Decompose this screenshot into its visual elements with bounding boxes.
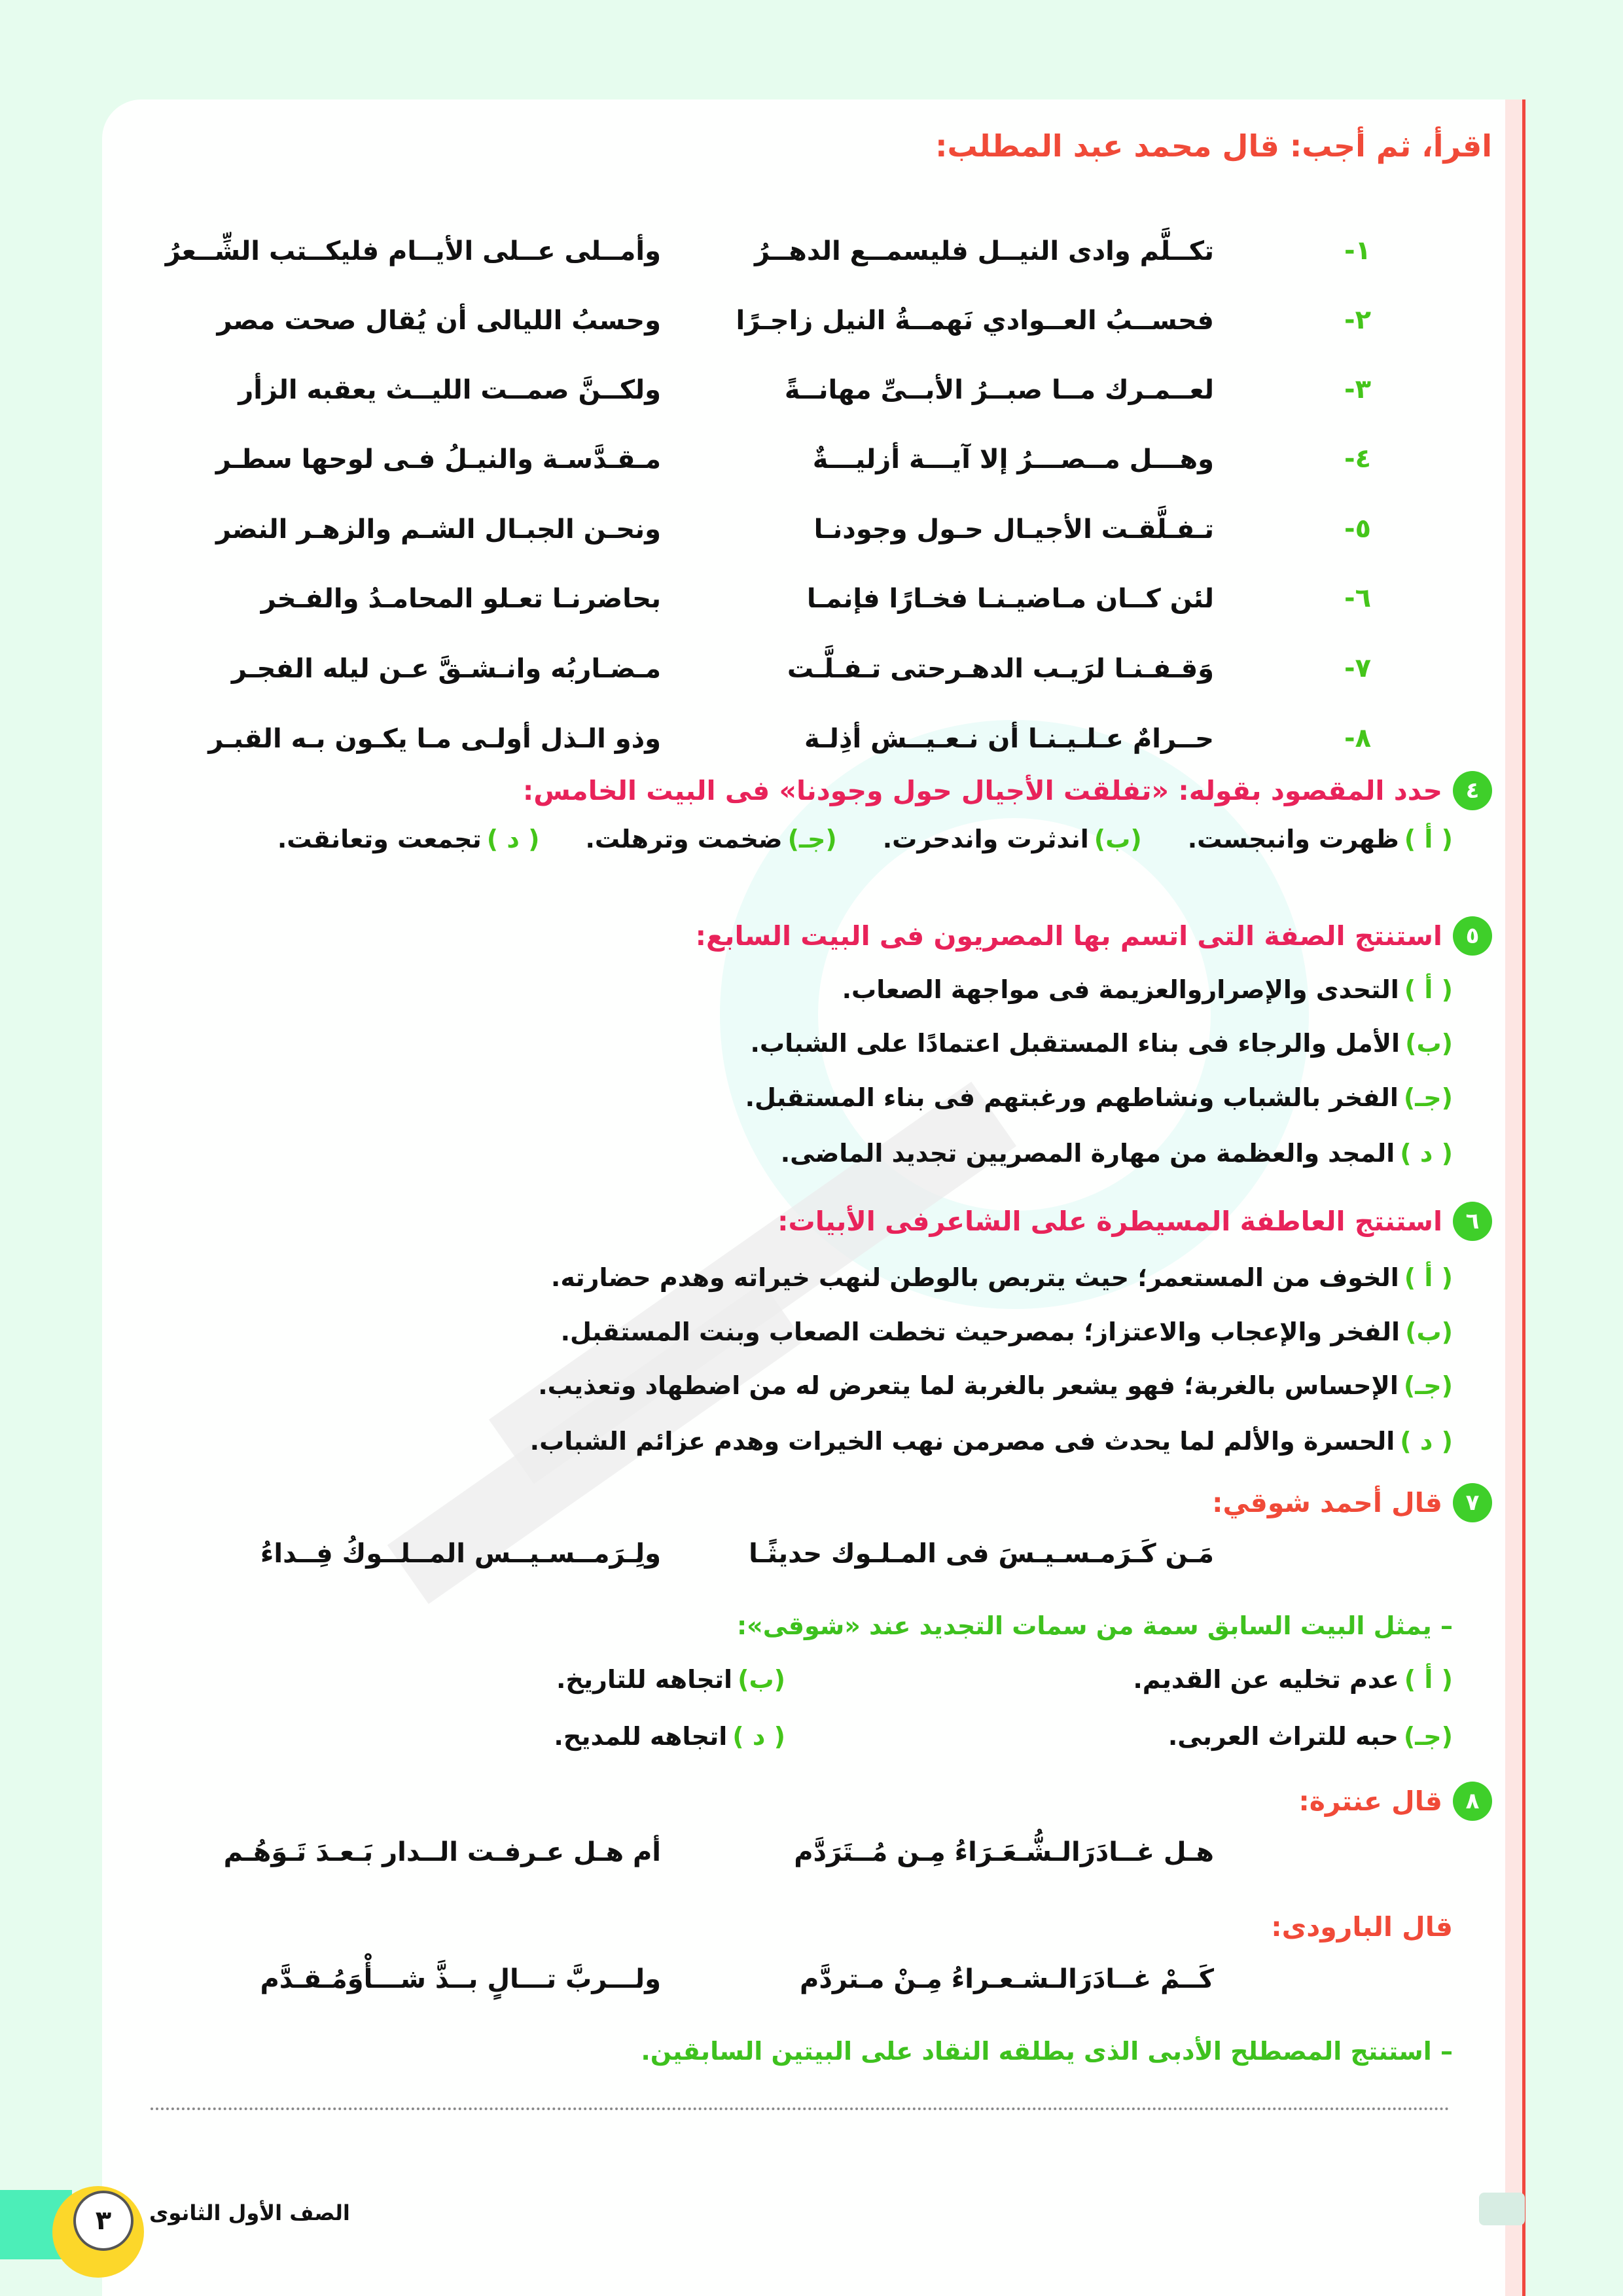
option-letter: (جـ) — [787, 825, 837, 853]
question-7 — [1212, 1483, 1492, 1522]
margin-line — [1522, 99, 1525, 2296]
verse-hemistich-2: وذو الـذل أولـى مـا يكـون بـه القبـر — [208, 724, 661, 754]
option-letter: ( د ) — [1400, 1139, 1453, 1168]
option-d[interactable] — [530, 1426, 1453, 1457]
verse-number: ٥- — [1344, 514, 1371, 544]
verse-hemistich-2: ولـــربَّ تـــالٍ بــذَّ شـــأْوَمُـقـدَّم — [260, 1964, 661, 1994]
option-text: تجمعت وتعانقت. — [277, 825, 482, 853]
verse-hemistich-2: ولكــنَّ صمــت الليــث يعقبه الزأر — [238, 375, 661, 405]
option-letter: (ب) — [1405, 1318, 1453, 1346]
verse-hemistich-1: حــرامٌ عـلـيـنـا أن نـعـيــش أذِلـة — [804, 724, 1214, 754]
option-letter: ( د ) — [732, 1722, 785, 1751]
verse-number: ٧- — [1344, 653, 1371, 683]
option-letter: ( أ ) — [1404, 975, 1453, 1004]
option-letter: ( أ ) — [1404, 825, 1453, 853]
option-letter: (ب) — [1405, 1029, 1453, 1058]
verse-number: ٦- — [1344, 583, 1371, 613]
option-text: الفخر والإعجاب والاعتزاز؛ بمصرحيث تخطت الصعاب وبنت المستقبل. — [560, 1318, 1400, 1346]
option-c[interactable] — [538, 1370, 1453, 1401]
verse-number: ٤- — [1344, 444, 1371, 474]
page-number: ٣ — [73, 2191, 134, 2251]
option-text: الخوف من المستعمر؛ حيث يتربص بالوطن لنهب خيراته وهدم حضارته. — [550, 1263, 1399, 1292]
publisher-logo — [1479, 2193, 1525, 2225]
question-number: ٦ — [1453, 1202, 1492, 1241]
verse-hemistich-1: وَقـفـنـا لرَيـب الدهـرحتى تـفـلَّـت — [787, 654, 1214, 684]
instruction: – استنتج المصطلح الأدبى الذى يطلقه النقاد على البيتين السابقين. — [641, 2037, 1453, 2066]
option-text: الحسرة والألم لما يحدث فى مصرمن نهب الخيرات وهدم عزائم الشباب. — [529, 1427, 1395, 1456]
verse-hemistich-1: لئن كــان مـاضيـنـا فخـارًا فإنمـا — [806, 584, 1214, 614]
option-b[interactable] — [556, 1664, 785, 1695]
question-text: قال عنترة: — [1298, 1785, 1442, 1817]
sub-question: – يمثل البيت السابق سمة من سمات التجديد عند «شوقى»: — [736, 1611, 1453, 1640]
option-text: ظهرت وانبجست. — [1187, 825, 1399, 853]
option-text: المجد والعظمة من مهارة المصريين تجديد الماضى. — [780, 1139, 1395, 1168]
option-text: الفخر بالشباب ونشاطهم ورغبتهم فى بناء المستقبل. — [745, 1083, 1399, 1112]
verse-hemistich-2: مـضـاربُه وانـشـقَّ عـن ليله الفجـر — [231, 654, 661, 684]
question-text: استنتج الصفة التى اتسم بها المصريون فى البيت السابع: — [695, 920, 1442, 952]
page-title: اقرأ، ثم أجب: قال محمد عبد المطلب: — [935, 128, 1492, 164]
question-text: قال أحمد شوقي: — [1212, 1487, 1442, 1518]
verse-hemistich-1: تكــلَّم وادى النيــل فليسمــع الدهــرُ — [754, 236, 1214, 266]
verse-number: ١- — [1344, 236, 1371, 266]
option-b[interactable] — [561, 1316, 1453, 1348]
option-b[interactable] — [750, 1028, 1453, 1059]
grade-label: الصف الأول الثانوى — [149, 2200, 350, 2225]
verse-number: ٢- — [1344, 305, 1371, 335]
option-letter: (جـ) — [1403, 1371, 1453, 1400]
option-text: التحدى والإصراروالعزيمة فى مواجهة الصعاب. — [842, 975, 1399, 1004]
verse-hemistich-1: كَــمْ غــادَرَالـشـعـراءُ مِـنْ مـتردَّم — [800, 1964, 1214, 1994]
option-letter: ( أ ) — [1404, 1263, 1453, 1292]
question-number: ٧ — [1453, 1483, 1492, 1522]
option-c[interactable] — [586, 823, 837, 855]
option-text: ضخمت وترهلت. — [585, 825, 783, 853]
verse-hemistich-2: ونحـن الجبـال الشـم والزهـر النضر — [216, 514, 661, 545]
option-text: عدم تخليه عن القديم. — [1133, 1665, 1399, 1694]
option-d[interactable] — [277, 823, 540, 855]
option-letter: ( د ) — [1400, 1427, 1453, 1456]
option-a[interactable] — [842, 974, 1453, 1005]
verse-hemistich-1: فحســبُ العــوادي نَهمــةُ النيل زاجـرًا — [736, 306, 1214, 336]
verse-hemistich-1: لعــمـرك مــا صبــرُ الأبــىِّ مهانــةً — [784, 375, 1214, 405]
option-d[interactable] — [781, 1138, 1453, 1169]
option-a[interactable] — [551, 1262, 1453, 1293]
option-text: حبه للتراث العربى. — [1168, 1722, 1399, 1751]
option-letter: (جـ) — [1403, 1083, 1453, 1112]
option-a[interactable] — [1188, 823, 1453, 855]
answer-line[interactable] — [151, 2108, 1450, 2110]
verse-hemistich-2: بحاضرنـا تعـلو المحامـدُ والفـخر — [260, 584, 661, 614]
option-letter: (ب) — [738, 1665, 785, 1694]
option-text: اندثرت واندحرت. — [882, 825, 1089, 853]
question-4 — [523, 771, 1492, 810]
option-letter: (ب) — [1094, 825, 1142, 853]
verse-hemistich-1: هـل غــادَرَالـشُّـعَـرَاءُ مِـن مُــتَرَدَّم — [794, 1837, 1214, 1867]
margin-strip — [1505, 99, 1522, 2296]
question-text: حدد المقصود بقوله: «تفلقت الأجيال حول وجودنا» فى البيت الخامس: — [522, 775, 1442, 806]
option-c[interactable] — [745, 1082, 1453, 1113]
option-text: اتجاهه للتاريخ. — [556, 1665, 733, 1694]
option-letter: (جـ) — [1403, 1722, 1453, 1751]
verse-hemistich-1: مَـن كَـرَمـسـيـسَ فى المـلـوك حديثًـا — [749, 1539, 1214, 1569]
question-6 — [777, 1202, 1492, 1241]
option-letter: ( أ ) — [1404, 1665, 1453, 1694]
verse-number: ٨- — [1344, 723, 1371, 753]
verse-hemistich-2: مـقـدَّسـة والنيـلُ فـى لوحها سطـر — [215, 444, 661, 475]
question-5 — [696, 916, 1492, 956]
option-b[interactable] — [883, 823, 1142, 855]
verse-hemistich-2: وحسبُ الليالى أن يُقال صحت مصر — [217, 306, 661, 336]
question-8 — [1298, 1782, 1492, 1821]
sub-label: قال البارودى: — [1271, 1911, 1453, 1943]
option-a[interactable] — [1133, 1664, 1453, 1695]
verse-hemistich-2: وأمــلى عــلى الأيــام فليكــتب الشِّــعرُ — [165, 236, 661, 266]
verse-hemistich-1: وهـــل مــصـــرُ إلا آيـــة أزليـــةٌ — [812, 444, 1214, 475]
question-number: ٤ — [1453, 771, 1492, 810]
question-text: استنتج العاطفة المسيطرة على الشاعرفى الأبيات: — [777, 1206, 1442, 1237]
verse-number: ٣- — [1344, 374, 1371, 404]
verse-hemistich-2: ولِـرَمــسـيــس المــلــوكُ فِــداءُ — [260, 1539, 661, 1569]
option-text: الأمل والرجاء فى بناء المستقبل اعتمادًا على الشباب. — [750, 1029, 1400, 1058]
question-number: ٨ — [1453, 1782, 1492, 1821]
verse-hemistich-2: أم هـل عـرفـت الــدار بَـعـدَ تَـوَهُـم — [223, 1837, 661, 1867]
option-c[interactable] — [1168, 1721, 1453, 1752]
option-d[interactable] — [554, 1721, 785, 1752]
option-text: الإحساس بالغربة؛ فهو يشعر بالغربة لما يتعرض له من اضطهاد وتعذيب. — [538, 1371, 1399, 1400]
option-text: اتجاهه للمديح. — [554, 1722, 728, 1751]
option-letter: ( د ) — [486, 825, 540, 853]
question-number: ٥ — [1453, 916, 1492, 956]
verse-hemistich-1: تـفـلَّقـت الأجيـال حـول وجودنـا — [813, 514, 1214, 545]
question-4-options — [170, 823, 1453, 855]
